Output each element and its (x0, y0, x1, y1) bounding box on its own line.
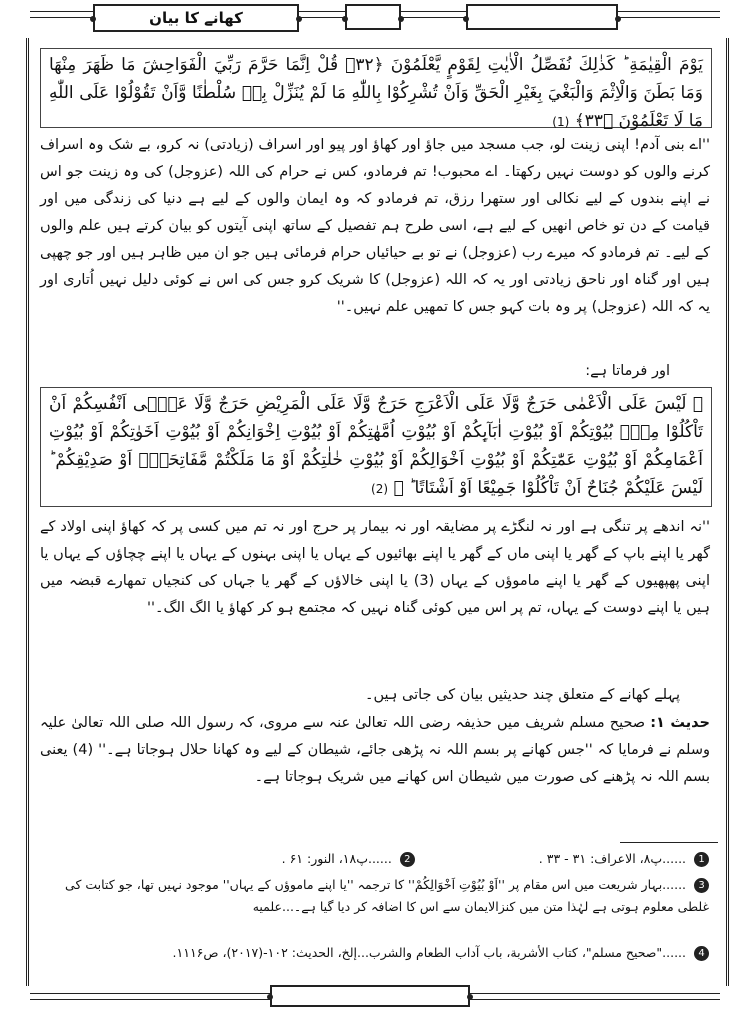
footnote-2 (282, 851, 415, 866)
footnote-3 (39, 874, 709, 918)
footnote-text-4: ......"صحیح مسلم"، کتاب الأشربة، باب آداب الطعام والشرب...إلخ، الحدیث: ۱۰۲-(۲۰۱۷)، ص۱۱۱۶. (172, 945, 687, 960)
footnote-separator (620, 842, 718, 843)
hadith-label-1: حدیث ۱: (650, 715, 711, 731)
footnote-4 (39, 942, 709, 964)
hadith-paragraph-1 (40, 710, 710, 791)
intro-block-2 (40, 358, 710, 385)
page-number-box (345, 4, 401, 30)
quran-verse-text-1: يَوْمَ الْقِيٰمَةِ ؕ كَذٰلِكَ نُفَصِّلُ الْاٰيٰتِ لِقَوْمٍ يَّعْلَمُوْنَ ﴿۳۲﴾ قُلْ اِنَّمَا حَرَّمَ رَبِّيَ الْفَوَاحِشَ مَا ظَهَرَ مِنْهَا وَمَا بَطَنَ وَالْاِثْمَ وَالْبَغْيَ بِغَيْرِ الْحَقِّ وَاَنْ تُشْرِكُوْا بِاللّٰهِ مَا لَمْ يُنَزِّلْ بِهٖ سُلْطٰنًا وَّاَنْ تَقُوْلُوْا عَلَى اللّٰهِ مَا لَا تَعْلَمُوْنَ ﴿۳۳﴾ (49, 55, 703, 131)
footnote-text-2: ......پ۱۸، النور: ۶۱ . (281, 851, 392, 866)
quran-verse-text-2: ﴿ لَيْسَ عَلَى الْاَعْمٰى حَرَجٌ وَّلَا عَلَى الْاَعْرَجِ حَرَجٌ وَّلَا عَلَى الْمَرِيْضِ حَرَجٌ وَّلَا عَلٰۤى اَنْفُسِكُمْ اَنْ تَاْكُلُوْا مِنْۢ بُيُوْتِكُمْ اَوْ بُيُوْتِ اٰبَآىِٕكُمْ اَوْ بُيُوْتِ اُمَّهٰتِكُمْ اَوْ بُيُوْتِ اِخْوَانِكُمْ اَوْ بُيُوْتِ اَخَوٰتِكُمْ اَوْ بُيُوْتِ اَعْمَامِكُمْ اَوْ بُيُوْتِ عَمّٰتِكُمْ اَوْ بُيُوْتِ اَخْوَالِكُمْ اَوْ بُيُوْتِ خٰلٰتِكُمْ اَوْ مَا مَلَكْتُمْ مَّفَاتِحَهٗۤ اَوْ صَدِيْقِكُمْ ؕ لَيْسَ عَلَيْكُمْ جُنَاحٌ اَنْ تَاْكُلُوْا جَمِيْعًا اَوْ اَشْتَاتًا ؕ ﴾ (49, 394, 703, 498)
intro-text-3: پہلے کھانے کے متعلق چند حدیثیں بیان کی جاتی ہیں۔ (365, 687, 680, 703)
header-right-box (466, 4, 618, 30)
footnote-row-1-2 (39, 848, 709, 870)
quran-verse-block-1 (40, 48, 712, 131)
footnote-text-3: ......بہار شریعت میں اس مقام پر ''اَوْ بُیُوْتِ اَخْوَالِکُمْ'' کا ترجمہ ''یا اپنے ماموؤں کے یہاں'' موجود نہیں تھا، جو کتابت کی غلطی معلوم ہوتی ہے لہٰذا متن میں کنزالایمان سے اس کا اضافہ کر دیا گیا ہے۔...علمیه (65, 877, 709, 914)
chapter-title: کھانے کا بیان (149, 9, 243, 27)
translation-text-1: ''اے بنی آدم! اپنی زینت لو، جب مسجد میں جاؤ اور کھاؤ اور پیو اور اسراف (زیادتی) نہ کرو، بے شک وہ اسراف کرنے والوں کو دوست نہیں رکھتا۔ اے محبوب! تم فرمادو، کس نے حرام کی اللہ (عزوجل) کی وہ زینت جو اس نے اپنے بندوں کے لیے نکالی اور ستھرا رزق، تم فرمادو کہ وہ ایمان والوں کے لیے ہے دنیا کی زندگی میں اور قیامت کے دن تو خاص انھیں کے لیے ہے، اسی طرح ہم تفصیل کے ساتھ اپنی آیتوں کو بیان کرتے ہیں علم والوں کے لیے۔ تم فرمادو کہ میرے رب (عزوجل) نے تو بے حیائیاں حرام فرمائی ہیں جو ان میں ظاہر ہیں اور جو چھپی ہیں اور گناہ اور ناحق زیادتی اور یہ کہ اللہ (عزوجل) کا شریک کرو جس کی اس نے کوئی دلیل نہیں اُتاری اور یہ کہ اللہ (عزوجل) پر وہ بات کہو جس کا تمھیں علم نہیں۔'' (40, 137, 710, 315)
footnote-number-3: 3 (694, 878, 709, 893)
footnote-1 (535, 851, 709, 866)
translation-block-2 (40, 514, 710, 622)
footnote-number-4: 4 (694, 946, 709, 961)
footnote-number-1: 1 (694, 852, 709, 867)
quran-reference-1: (1) (552, 115, 570, 129)
footer-box (270, 985, 470, 1007)
hadith-block-1 (40, 710, 710, 791)
intro-block-3 (40, 682, 710, 709)
translation-text-2: ''نہ اندھے پر تنگی ہے اور نہ لنگڑے پر مضایقہ اور نہ بیمار پر حرج اور نہ تم میں کسی پر کہ کھاؤ اپنی اولاد کے گھر یا اپنے باپ کے گھر یا اپنی ماں کے گھر یا اپنے بھائیوں کے یہاں یا اپنی بہنوں کے یہاں یا اپنے چچاؤں کے یہاں یا اپنی پھپھیوں کے گھر یا اپنے ماموؤں کے یہاں (3) یا اپنی خالاؤں کے گھر یا جہاں کی کنجیاں تمھارے قبضہ میں ہیں یا اپنے دوست کے یہاں، تم پر اس میں کوئی گناہ نہیں کہ مجتمع ہو کر کھاؤ یا الگ الگ۔'' (40, 519, 710, 616)
quran-verse-block-2 (40, 387, 712, 507)
chapter-title-box (93, 4, 299, 32)
footnote-number-2: 2 (400, 852, 415, 867)
quran-reference-2: (2) (371, 482, 389, 496)
intro-text-2: اور فرماتا ہے: (585, 363, 670, 379)
hadith-text-1: صحیح مسلم شریف میں حذیفہ رضی اللہ تعالیٰ عنہ سے مروی، کہ رسول اللہ صلی اللہ تعالیٰ علیہ وسلم نے فرمایا کہ ''جس کھانے پر بسم اللہ نہ پڑھی جائے، شیطان کے لیے وہ کھانا حلال ہوجاتا ہے۔'' (4) یعنی بسم اللہ نہ پڑھنے کی صورت میں شیطان اس کھانے میں شریک ہوجاتا ہے۔ (40, 715, 710, 785)
footnote-text-1: ......پ۸، الاعراف: ۳۱ - ۳۳ . (538, 851, 687, 866)
translation-block-1 (40, 132, 710, 321)
